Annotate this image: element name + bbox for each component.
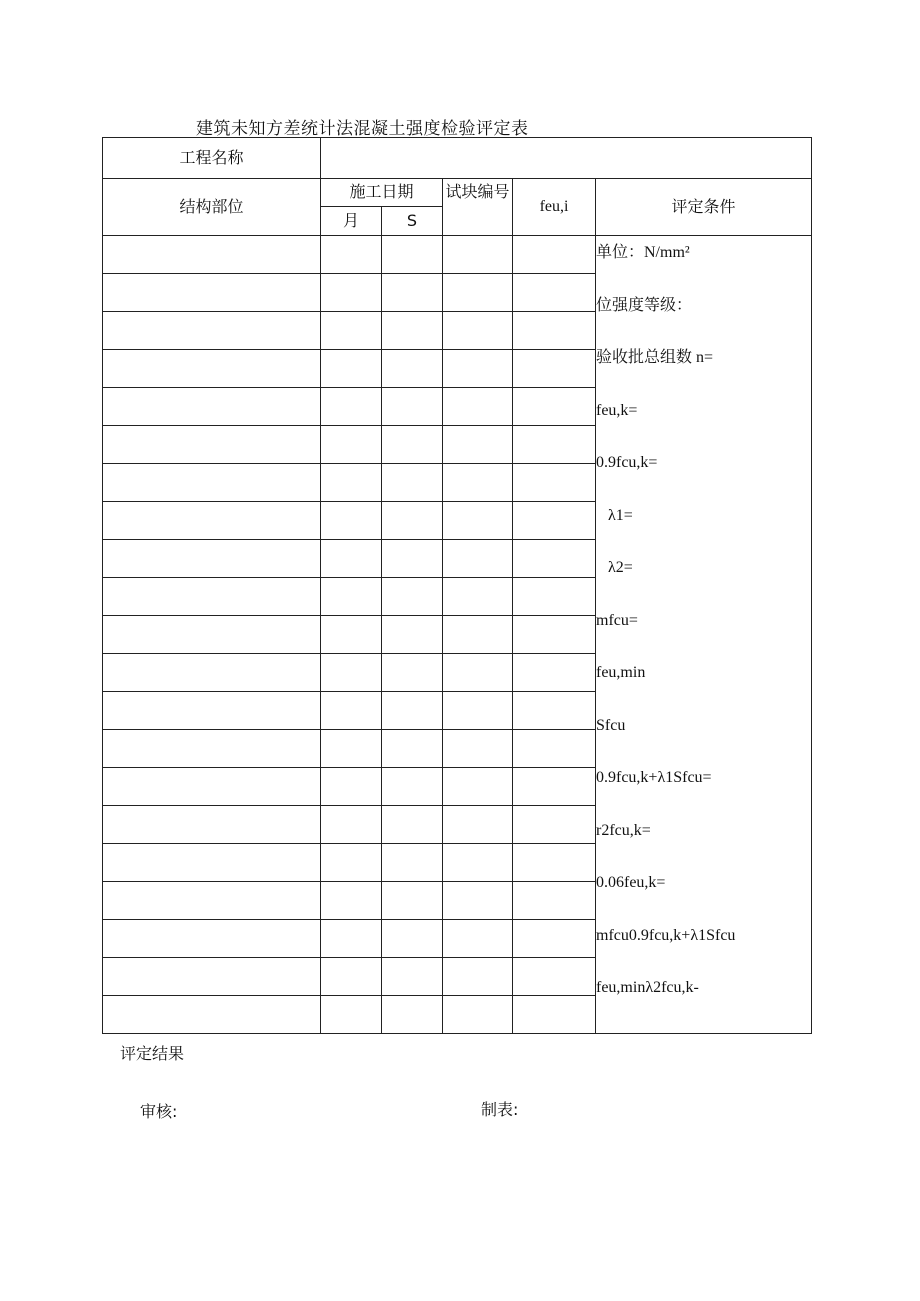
- specimen-cell[interactable]: [443, 236, 513, 274]
- day-cell[interactable]: [382, 274, 443, 312]
- feu-cell[interactable]: [513, 844, 596, 882]
- day-cell[interactable]: [382, 882, 443, 920]
- construction-date-label: 施工日期: [321, 179, 443, 207]
- feu-cell[interactable]: [513, 540, 596, 578]
- criteria-item-feumin: feu,min: [596, 664, 646, 681]
- specimen-cell[interactable]: [443, 844, 513, 882]
- reviewer-label: 审核:: [140, 1102, 178, 1121]
- specimen-cell[interactable]: [443, 426, 513, 464]
- day-cell[interactable]: [382, 996, 443, 1034]
- part-cell[interactable]: [103, 844, 321, 882]
- day-label: S: [382, 207, 443, 236]
- feu-cell[interactable]: [513, 920, 596, 958]
- criteria-item-09fcuk-l1sfcu: 0.9fcu,k+λ1Sfcu=: [596, 769, 712, 786]
- month-cell[interactable]: [321, 768, 382, 806]
- month-cell[interactable]: [321, 958, 382, 996]
- feu-cell[interactable]: [513, 464, 596, 502]
- part-cell[interactable]: [103, 654, 321, 692]
- month-cell[interactable]: [321, 654, 382, 692]
- criteria-item-n: 验收批总组数 n=: [596, 349, 714, 366]
- specimen-cell[interactable]: [443, 578, 513, 616]
- part-cell[interactable]: [103, 464, 321, 502]
- month-cell[interactable]: [321, 616, 382, 654]
- month-cell[interactable]: [321, 274, 382, 312]
- month-cell[interactable]: [321, 882, 382, 920]
- feu-cell[interactable]: [513, 958, 596, 996]
- day-cell[interactable]: [382, 464, 443, 502]
- specimen-cell[interactable]: [443, 312, 513, 350]
- part-cell[interactable]: [103, 768, 321, 806]
- criteria-item-mfcu-check: mfcu0.9fcu,k+λ1Sfcu: [596, 926, 736, 944]
- month-cell[interactable]: [321, 730, 382, 768]
- part-cell[interactable]: [103, 996, 321, 1034]
- part-cell[interactable]: [103, 692, 321, 730]
- day-cell[interactable]: [382, 654, 443, 692]
- part-cell[interactable]: [103, 616, 321, 654]
- day-cell[interactable]: [382, 426, 443, 464]
- month-cell[interactable]: [321, 312, 382, 350]
- criteria-item-feumin-check: feu,minλ2fcu,k-: [596, 979, 699, 996]
- project-name-row: [103, 138, 812, 179]
- feu-cell[interactable]: [513, 996, 596, 1034]
- specimen-cell[interactable]: [443, 882, 513, 920]
- feu-cell[interactable]: [513, 654, 596, 692]
- day-cell[interactable]: [382, 920, 443, 958]
- day-cell[interactable]: [382, 730, 443, 768]
- specimen-cell[interactable]: [443, 996, 513, 1034]
- criteria-item-mfcu: mfcu=: [596, 611, 638, 629]
- criteria-item-sfcu: Sfcu: [596, 716, 626, 734]
- day-cell[interactable]: [382, 312, 443, 350]
- part-cell[interactable]: [103, 806, 321, 844]
- part-cell[interactable]: [103, 958, 321, 996]
- feu-cell[interactable]: [513, 768, 596, 806]
- table-row: [103, 236, 812, 274]
- specimen-cell[interactable]: [443, 958, 513, 996]
- feu-cell[interactable]: [513, 502, 596, 540]
- project-name-value[interactable]: [321, 138, 812, 179]
- day-cell[interactable]: [382, 578, 443, 616]
- feu-cell[interactable]: [513, 350, 596, 388]
- feu-cell[interactable]: [513, 312, 596, 350]
- structure-part-label: 结构部位: [103, 179, 321, 236]
- month-cell[interactable]: [321, 502, 382, 540]
- feu-cell[interactable]: [513, 274, 596, 312]
- feu-cell[interactable]: [513, 616, 596, 654]
- feu-cell[interactable]: [513, 882, 596, 920]
- specimen-cell[interactable]: [443, 768, 513, 806]
- month-cell[interactable]: [321, 578, 382, 616]
- criteria-cell: [596, 236, 812, 1034]
- evaluation-table: [102, 137, 812, 1034]
- project-name-label: 工程名称: [103, 138, 321, 179]
- criteria-label: 评定条件: [596, 179, 812, 236]
- specimen-cell[interactable]: [443, 388, 513, 426]
- specimen-cell[interactable]: [443, 464, 513, 502]
- day-cell[interactable]: [382, 616, 443, 654]
- criteria-item-unit: 单位：N/mm²: [596, 244, 690, 261]
- month-cell[interactable]: [321, 236, 382, 274]
- specimen-cell[interactable]: [443, 502, 513, 540]
- part-cell[interactable]: [103, 312, 321, 350]
- month-cell[interactable]: [321, 996, 382, 1034]
- specimen-cell[interactable]: [443, 692, 513, 730]
- month-cell[interactable]: [321, 464, 382, 502]
- feu-cell[interactable]: [513, 388, 596, 426]
- specimen-cell[interactable]: [443, 920, 513, 958]
- criteria-list: [596, 236, 811, 1024]
- preparer-label: 制表:: [481, 1100, 519, 1119]
- criteria-item-grade: 位强度等级：: [596, 296, 693, 314]
- part-cell[interactable]: [103, 882, 321, 920]
- part-cell[interactable]: [103, 920, 321, 958]
- specimen-cell[interactable]: [443, 806, 513, 844]
- specimen-cell[interactable]: [443, 274, 513, 312]
- part-cell[interactable]: [103, 502, 321, 540]
- feu-cell[interactable]: [513, 578, 596, 616]
- month-cell[interactable]: [321, 350, 382, 388]
- day-cell[interactable]: [382, 502, 443, 540]
- part-cell[interactable]: [103, 388, 321, 426]
- criteria-item-r2fcuk: r2fcu,k=: [596, 821, 651, 839]
- criteria-item-09fcuk: 0.9fcu,k=: [596, 454, 658, 471]
- specimen-cell[interactable]: [443, 654, 513, 692]
- specimen-cell[interactable]: [443, 350, 513, 388]
- month-cell[interactable]: [321, 388, 382, 426]
- day-cell[interactable]: [382, 768, 443, 806]
- day-cell[interactable]: [382, 958, 443, 996]
- day-cell[interactable]: [382, 540, 443, 578]
- day-cell[interactable]: [382, 350, 443, 388]
- specimen-cell[interactable]: [443, 730, 513, 768]
- specimen-cell[interactable]: [443, 616, 513, 654]
- part-cell[interactable]: [103, 274, 321, 312]
- month-label: 月: [321, 207, 382, 236]
- part-cell[interactable]: [103, 578, 321, 616]
- month-cell[interactable]: [321, 806, 382, 844]
- part-cell[interactable]: [103, 730, 321, 768]
- result-label: 评定结果: [120, 1044, 185, 1063]
- feu-cell[interactable]: [513, 692, 596, 730]
- day-cell[interactable]: [382, 236, 443, 274]
- specimen-cell[interactable]: [443, 540, 513, 578]
- month-cell[interactable]: [321, 844, 382, 882]
- day-cell[interactable]: [382, 388, 443, 426]
- feu-cell[interactable]: [513, 730, 596, 768]
- month-cell[interactable]: [321, 692, 382, 730]
- feu-cell[interactable]: [513, 426, 596, 464]
- specimen-no-label: 试块编号: [443, 179, 513, 236]
- feu-i-label: feu,i: [513, 179, 596, 236]
- feu-cell[interactable]: [513, 236, 596, 274]
- criteria-item-006feuk: 0.06feu,k=: [596, 874, 666, 891]
- part-cell[interactable]: [103, 540, 321, 578]
- month-cell[interactable]: [321, 540, 382, 578]
- month-cell[interactable]: [321, 426, 382, 464]
- month-cell[interactable]: [321, 920, 382, 958]
- header-row-1: [103, 179, 812, 207]
- criteria-item-lambda2: λ2=: [608, 559, 633, 576]
- feu-cell[interactable]: [513, 806, 596, 844]
- part-cell[interactable]: [103, 426, 321, 464]
- criteria-item-lambda1: λ1=: [608, 506, 633, 524]
- part-cell[interactable]: [103, 236, 321, 274]
- day-cell[interactable]: [382, 844, 443, 882]
- day-cell[interactable]: [382, 806, 443, 844]
- criteria-item-feuk: feu,k=: [596, 401, 638, 419]
- form-title: 建筑未知方差统计法混凝土强度检验评定表: [196, 119, 529, 139]
- part-cell[interactable]: [103, 350, 321, 388]
- day-cell[interactable]: [382, 692, 443, 730]
